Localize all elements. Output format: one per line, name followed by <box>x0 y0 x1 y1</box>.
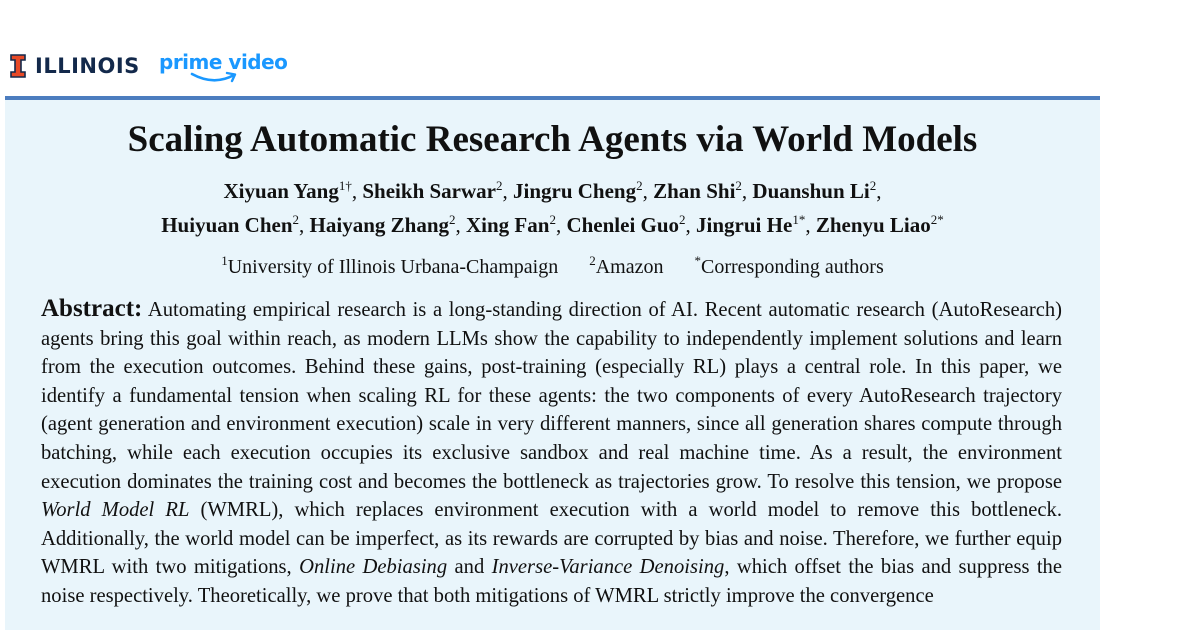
author-name-text: Xiyuan Yang <box>223 179 339 203</box>
affiliation-mark: 1 <box>221 253 228 268</box>
affiliation-mark: 2 <box>495 178 503 193</box>
author-name <box>362 179 502 203</box>
author-name-text: Zhan Shi <box>653 179 736 203</box>
abstract-emphasis: World Model RL <box>41 499 190 522</box>
affiliation-illinois <box>221 253 559 278</box>
affiliation-mark: 1† <box>338 178 352 193</box>
author-name <box>310 213 456 237</box>
author-name-text: Jingrui He <box>696 213 793 237</box>
affiliation-text: Amazon <box>595 256 664 278</box>
author-separator: , <box>455 213 466 237</box>
affiliation-list <box>5 254 1100 280</box>
affiliation-mark: * <box>694 253 701 268</box>
affiliation-mark: 2 <box>292 212 300 227</box>
abstract <box>41 295 1062 611</box>
illinois-wordmark: ILLINOIS <box>35 54 140 78</box>
author-name-text: Zhenyu Liao <box>815 213 931 237</box>
illinois-block-i-icon <box>10 54 26 78</box>
affiliation-mark: 2 <box>735 178 742 193</box>
affiliation-mark: 2 <box>449 212 456 227</box>
author-name <box>653 179 742 203</box>
paper-header-panel <box>5 96 1100 630</box>
affiliation-text: University of Illinois Urbana-Champaign <box>227 256 559 278</box>
affiliation-mark: 2 <box>589 253 596 268</box>
author-name <box>752 179 876 203</box>
author-separator: , <box>685 213 697 237</box>
affiliation-mark: 1* <box>792 212 806 227</box>
abstract-text: , which offset the bias and suppress the noise respectively. Theoretically, we prove that both mitigations of WMRL strictly improve the convergence <box>41 556 1062 607</box>
abstract-text: (WMRL), which replaces environment execution with a world model to remove this bottleneck. Additionally, the world model can be imperfect, as its rewards are corrupted by bias and noise. Therefore, we further equip WMRL with two mitigations, <box>41 499 1062 579</box>
author-list <box>5 174 1100 242</box>
amazon-smile-arrow-icon <box>189 71 239 85</box>
affiliation-mark: 2* <box>930 212 944 227</box>
author-separator: , <box>805 213 816 237</box>
affiliation-mark: 2 <box>549 212 556 227</box>
author-separator: , <box>741 179 753 203</box>
paper-title: Scaling Automatic Research Agents via World Models <box>127 119 978 160</box>
logo-bar <box>0 0 1200 96</box>
author-name-text: Xing Fan <box>466 213 550 237</box>
author-name-text: Sheikh Sarwar <box>362 179 496 203</box>
affiliation-amazon <box>589 253 664 278</box>
author-name <box>513 179 643 203</box>
author-separator: , <box>502 179 513 203</box>
affiliation-text: Corresponding authors <box>701 256 884 278</box>
author-separator: , <box>299 213 310 237</box>
abstract-text: and <box>447 556 492 579</box>
author-name-text: Duanshun Li <box>752 179 870 203</box>
abstract-emphasis: Inverse-Variance Denoising <box>491 556 725 579</box>
author-separator: , <box>642 179 654 203</box>
author-separator: , <box>555 213 567 237</box>
affiliation-mark: 2 <box>679 212 686 227</box>
author-separator: , <box>351 179 363 203</box>
author-line-2 <box>5 208 1100 242</box>
abstract-emphasis: Online Debiasing <box>299 556 448 579</box>
author-name-text: Chenlei Guo <box>566 213 680 237</box>
affiliation-corresponding <box>694 253 884 278</box>
abstract-label: Abstract: <box>41 295 143 322</box>
abstract-text: Automating empirical research is a long-standing direction of AI. Recent automatic research (AutoResearch) agents bring this goal within reach, as modern LLMs show the capability to independently implement solutions and learn from the execution outcomes. Behind these gains, post-training (especially RL) plays a central role. In this paper, we identify a fundamental tension when scaling RL for these agents: the two components of every AutoResearch trajectory (agent generation and environment execution) scale in very different manners, since all generation shares compute through batching, while each execution occupies its exclusive sandbox and real machine time. As a result, the environment execution dominates the training cost and becomes the bottleneck as trajectories grow. To resolve this tension, we propose <box>41 299 1062 493</box>
author-name-text: Haiyang Zhang <box>309 213 449 237</box>
prime-video-wordmark: prime video <box>159 50 288 74</box>
author-name-text: Jingru Cheng <box>512 179 637 203</box>
author-name <box>161 213 299 237</box>
author-line-1 <box>5 174 1100 208</box>
author-name-text: Huiyuan Chen <box>161 213 293 237</box>
author-name <box>466 213 556 237</box>
author-name <box>696 213 805 237</box>
author-separator: , <box>876 179 882 203</box>
author-name <box>224 179 352 203</box>
affiliation-mark: 2 <box>636 178 643 193</box>
prime-video-logo <box>159 50 287 90</box>
author-name <box>816 213 944 237</box>
author-name <box>566 213 685 237</box>
affiliation-mark: 2 <box>869 178 877 193</box>
illinois-logo <box>10 53 140 79</box>
